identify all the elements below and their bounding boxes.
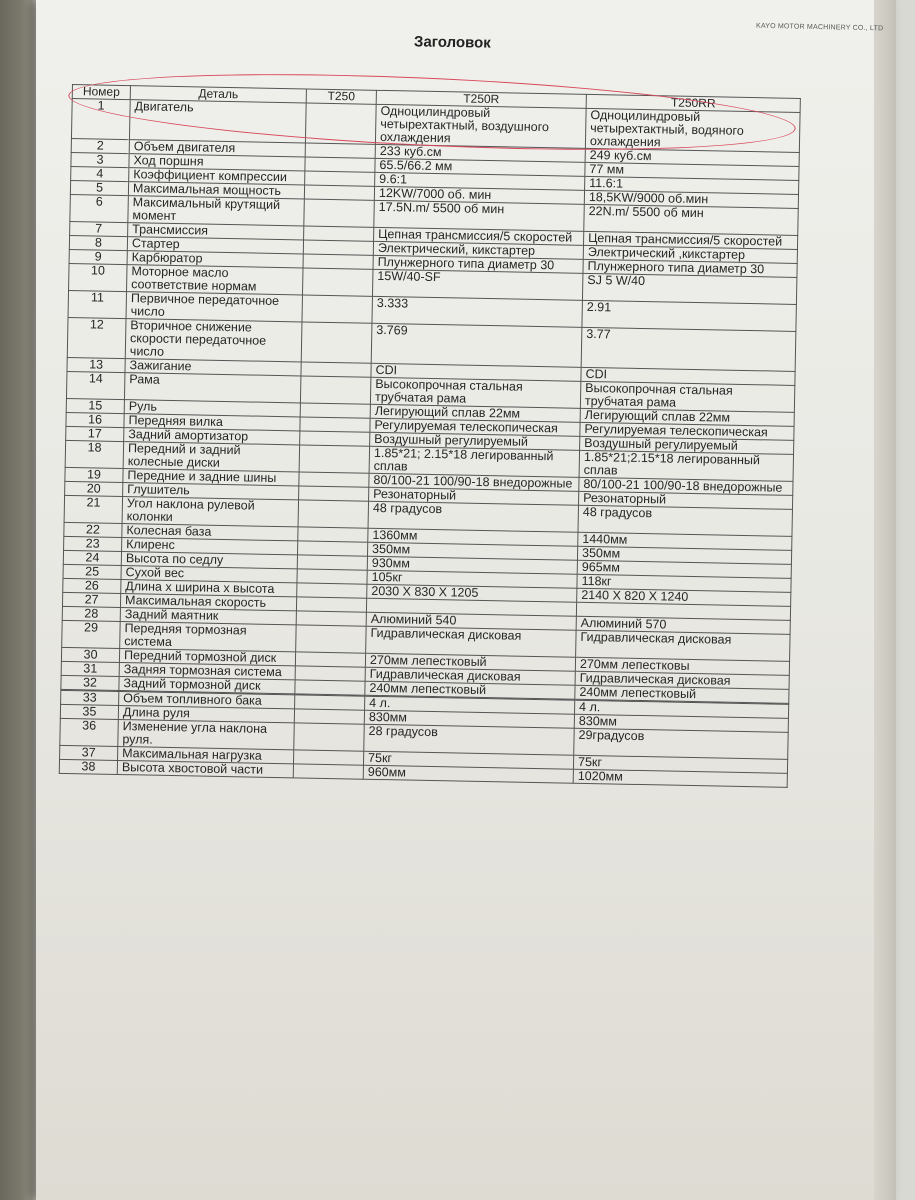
cell-t250r: CDI [371, 363, 581, 381]
cell-t250rr: 830мм [574, 714, 788, 732]
cell-t250rr: Алюминий 570 [576, 616, 790, 634]
cell-t250rr: 1020мм [573, 769, 787, 787]
cell-t250r: Регулируемая телескопическая [370, 418, 580, 436]
cell-detail: Высота хвостовой части [117, 760, 293, 777]
cell-detail: Трансмиссия [128, 223, 304, 240]
cell-t250rr: 80/100-21 100/90-18 внедорожные [579, 477, 793, 495]
cell-detail: Карбюратор [127, 251, 303, 268]
cell-t250 [300, 403, 370, 418]
cell-t250rr: 249 куб.см [585, 148, 799, 166]
cell-detail: Ход поршня [129, 154, 305, 171]
cell-t250rr: 48 градусов [578, 505, 792, 536]
cell-t250 [295, 680, 365, 695]
cell-t250 [302, 268, 373, 296]
cell-number: 26 [63, 578, 121, 593]
cell-t250rr: 75кг [573, 755, 787, 773]
cell-t250 [298, 541, 368, 556]
cell-t250 [296, 611, 366, 626]
cell-t250rr: 1440мм [578, 532, 792, 550]
cell-t250r: Легирующий сплав 22мм [370, 404, 580, 422]
cell-detail: Задний амортизатор [124, 428, 300, 445]
cell-t250r: 1.85*21; 2.15*18 легированный сплав [369, 446, 579, 477]
cell-detail: Задний маятник [120, 608, 296, 625]
cell-number: 38 [59, 759, 117, 774]
cell-t250r: 12KW/7000 об. мин [374, 186, 584, 204]
cell-number: 30 [61, 647, 119, 662]
cell-t250r: Цепная трансмиссия/5 скоростей [374, 227, 584, 245]
cell-number: 37 [60, 745, 118, 760]
cell-t250r: 80/100-21 100/90-18 внедорожные [369, 473, 579, 491]
cell-t250rr: 4 л. [574, 700, 788, 718]
cell-t250r: Одноцилиндровый четырехтактный, воздушного охлаждения [375, 104, 586, 148]
cell-t250rr: Высокопрочная стальная трубчатая рама [580, 381, 794, 412]
cell-t250 [294, 723, 365, 751]
cell-t250r: 75кг [363, 751, 573, 769]
cell-number: 15 [66, 398, 124, 413]
cell-detail: Колесная база [122, 524, 298, 541]
cell-t250r: 9.6:1 [375, 172, 585, 190]
cell-detail: Моторное масло соответствие нормам [127, 265, 303, 295]
cell-t250 [302, 295, 373, 323]
cell-t250 [300, 376, 371, 404]
cell-t250rr: Одноцилиндровый четырехтактный, водяного охлаждения [585, 108, 800, 152]
cell-t250rr: Воздушный регулируемый [580, 436, 794, 454]
cell-t250rr: Легирующий сплав 22мм [580, 408, 794, 426]
cell-detail: Длина руля [118, 706, 294, 723]
cell-t250r: 350мм [367, 542, 577, 560]
cell-t250rr: 118кг [577, 574, 791, 592]
cell-detail: Объем двигателя [129, 140, 305, 157]
cell-t250rr: 965мм [577, 560, 791, 578]
cell-number: 31 [61, 661, 119, 676]
cell-number: 29 [62, 620, 121, 648]
cell-number: 10 [69, 263, 128, 291]
header-t250r: T250R [376, 90, 586, 108]
cell-detail: Руль [124, 400, 300, 417]
cell-t250 [298, 500, 369, 528]
cell-t250r: Высокопрочная стальная трубчатая рама [370, 377, 580, 408]
cell-detail: Вторичное снижение скорости передаточное число [125, 319, 302, 362]
cell-t250rr: 270мм лепестковы [575, 657, 789, 675]
cell-t250r: Плунжерного типа диаметр 30 [373, 255, 583, 273]
cell-t250r: 960мм [363, 765, 573, 783]
cell-t250r: 105кг [367, 570, 577, 588]
cell-detail: Изменение угла наклона руля. [118, 720, 294, 750]
cell-t250 [303, 240, 373, 255]
cell-t250 [303, 254, 373, 269]
cell-t250 [304, 185, 374, 200]
header-detail: Деталь [130, 86, 306, 103]
cell-t250r: 1360мм [368, 528, 578, 546]
cell-t250r: 4 л. [365, 696, 575, 714]
cell-t250 [300, 431, 370, 446]
cell-t250 [300, 417, 370, 432]
cell-t250rr: Регулируемая телескопическая [580, 422, 794, 440]
cell-detail: Первичное передаточное число [126, 292, 302, 322]
cell-number: 8 [69, 235, 127, 250]
cell-detail: Задний тормозной диск [119, 677, 295, 694]
cell-number: 28 [62, 606, 120, 621]
header-num: Номер [72, 85, 130, 100]
cell-detail: Сухой вес [121, 566, 297, 583]
cell-t250 [304, 226, 374, 241]
cell-detail: Стартер [127, 237, 303, 254]
cell-number: 20 [65, 481, 123, 496]
cell-number: 3 [71, 152, 129, 167]
cell-t250 [296, 597, 366, 612]
cell-number: 13 [67, 357, 125, 372]
cell-detail: Длина х ширина х высота [121, 580, 297, 597]
cell-number: 18 [65, 440, 124, 468]
cell-detail: Максимальная мощность [128, 182, 304, 199]
cell-number: 4 [71, 166, 129, 181]
cell-t250rr: Резонаторный [579, 491, 793, 509]
cell-t250r: Электрический, кикстартер [373, 241, 583, 259]
cell-detail: Передний и задний колесные диски [123, 442, 299, 472]
cell-number: 27 [62, 592, 120, 607]
cell-t250rr: 77 мм [585, 162, 799, 180]
page-title: Заголовок [413, 33, 491, 52]
cell-t250rr: Электрический ,кикстартер [583, 245, 797, 263]
cell-t250r: 65.5/66.2 мм [375, 158, 585, 176]
cell-number: 17 [66, 426, 124, 441]
cell-detail: Глушитель [123, 483, 299, 500]
cell-detail: Зажигание [125, 359, 301, 376]
cell-detail: Передняя тормозная система [120, 622, 296, 652]
cell-t250 [293, 764, 363, 779]
cell-number: 25 [63, 564, 121, 579]
cell-t250 [305, 157, 375, 172]
cell-t250 [299, 486, 369, 501]
cell-number: 32 [61, 675, 119, 690]
cell-number: 24 [63, 550, 121, 565]
cell-t250 [305, 171, 375, 186]
cell-t250rr: 350мм [577, 546, 791, 564]
cell-t250r: 15W/40-SF [372, 269, 582, 300]
cell-t250rr: 29градусов [574, 728, 788, 759]
cell-t250 [297, 569, 367, 584]
cell-detail: Объем топливного бака [119, 692, 295, 709]
cell-t250rr: CDI [581, 367, 795, 385]
spec-table-body [59, 99, 800, 788]
cell-t250 [296, 625, 367, 653]
cell-t250r: 3.333 [372, 296, 582, 327]
cell-t250rr: 11.6:1 [585, 176, 799, 194]
cell-t250 [297, 583, 367, 598]
cell-t250 [295, 652, 365, 667]
cell-t250r: 3.769 [371, 323, 582, 367]
cell-number: 19 [65, 467, 123, 482]
cell-t250rr: 2140 X 820 X 1240 [577, 588, 791, 606]
cell-t250r: 17.5N.m/ 5500 об мин [374, 200, 584, 231]
cell-detail: Высота по седлу [121, 552, 297, 569]
cell-t250r: 233 куб.см [375, 144, 585, 162]
cell-detail: Рама [124, 373, 300, 403]
cell-t250r: Алюминий 540 [366, 612, 576, 630]
cell-t250rr: 22N.m/ 5500 об мин [584, 204, 798, 235]
cell-number: 22 [64, 522, 122, 537]
cell-detail: Задняя тормозная система [119, 663, 295, 680]
cell-t250r: 830мм [364, 710, 574, 728]
company-header: KAYO MOTOR MACHINERY CO., LTD [755, 22, 884, 33]
spec-table-wrapper [59, 84, 800, 788]
cell-detail: Клиренс [122, 538, 298, 555]
cell-detail: Максимальный крутящий момент [128, 196, 304, 226]
cell-t250rr: 18,5KW/9000 об.мин [584, 190, 798, 208]
cell-t250 [301, 362, 371, 377]
cell-number: 36 [60, 718, 119, 746]
cell-number: 5 [70, 180, 128, 195]
cell-number: 2 [71, 138, 129, 153]
paper-edge [874, 0, 896, 1200]
cell-t250 [305, 143, 375, 158]
cell-detail: Передний тормозной диск [119, 649, 295, 666]
header-t250: T250 [306, 89, 376, 104]
cell-t250r: 240мм лепестковый [365, 681, 575, 699]
cell-t250rr: SJ 5 W/40 [582, 273, 796, 304]
cell-t250 [301, 322, 372, 363]
cell-t250 [304, 199, 375, 227]
cell-t250 [299, 445, 370, 473]
cell-t250rr: Гидравлическая дисковая [575, 671, 789, 689]
header-t250rr: T250RR [586, 94, 800, 112]
cell-number: 11 [68, 290, 127, 318]
cell-t250rr: Гидравлическая дисковая [576, 630, 790, 661]
cell-detail: Максимальная скорость [120, 594, 296, 611]
cell-number: 7 [70, 221, 128, 236]
cell-t250rr: 2.91 [582, 300, 796, 331]
cell-t250r: Гидравлическая дисковая [366, 626, 576, 657]
cell-t250r: 2030 X 830 X 1205 [367, 584, 577, 602]
cell-t250 [295, 695, 365, 710]
cell-t250r: 270мм лепестковый [365, 653, 575, 671]
cell-t250rr: 3.77 [581, 327, 796, 371]
cell-t250rr: 1.85*21;2.15*18 легированный сплав [579, 450, 793, 481]
cell-detail: Передние и задние шины [123, 469, 299, 486]
cell-t250 [299, 472, 369, 487]
spec-table [59, 84, 801, 788]
cell-t250 [297, 555, 367, 570]
cell-detail: Передняя вилка [124, 414, 300, 431]
cell-number: 9 [69, 249, 127, 264]
cell-t250r: 48 градусов [368, 501, 578, 532]
cell-t250rr: Цепная трансмиссия/5 скоростей [583, 231, 797, 249]
cell-detail: Коэффициент компрессии [129, 168, 305, 185]
cell-number: 16 [66, 412, 124, 427]
cell-detail: Максимальная нагрузка [118, 747, 294, 764]
cell-number: 33 [61, 690, 119, 705]
cell-detail: Двигатель [129, 100, 306, 143]
cell-number: 12 [67, 317, 126, 358]
cell-t250r: 28 градусов [364, 724, 574, 755]
cell-t250rr: 240мм лепестковый [575, 685, 789, 703]
cell-detail: Угол наклона рулевой колонки [122, 497, 298, 527]
cell-t250r: Резонаторный [369, 487, 579, 505]
cell-t250 [293, 750, 363, 765]
cell-t250 [294, 709, 364, 724]
cell-number: 1 [71, 99, 130, 140]
cell-t250r: Гидравлическая дисковая [365, 667, 575, 685]
cell-number: 14 [66, 371, 125, 399]
cell-t250 [295, 666, 365, 681]
cell-number: 21 [64, 495, 123, 523]
cell-number: 23 [64, 536, 122, 551]
cell-t250 [298, 527, 368, 542]
cell-number: 35 [60, 704, 118, 719]
cell-t250rr: Плунжерного типа диаметр 30 [583, 259, 797, 277]
cell-t250r: Воздушный регулируемый [370, 432, 580, 450]
cell-t250r: 930мм [367, 556, 577, 574]
cell-number: 6 [70, 194, 129, 222]
